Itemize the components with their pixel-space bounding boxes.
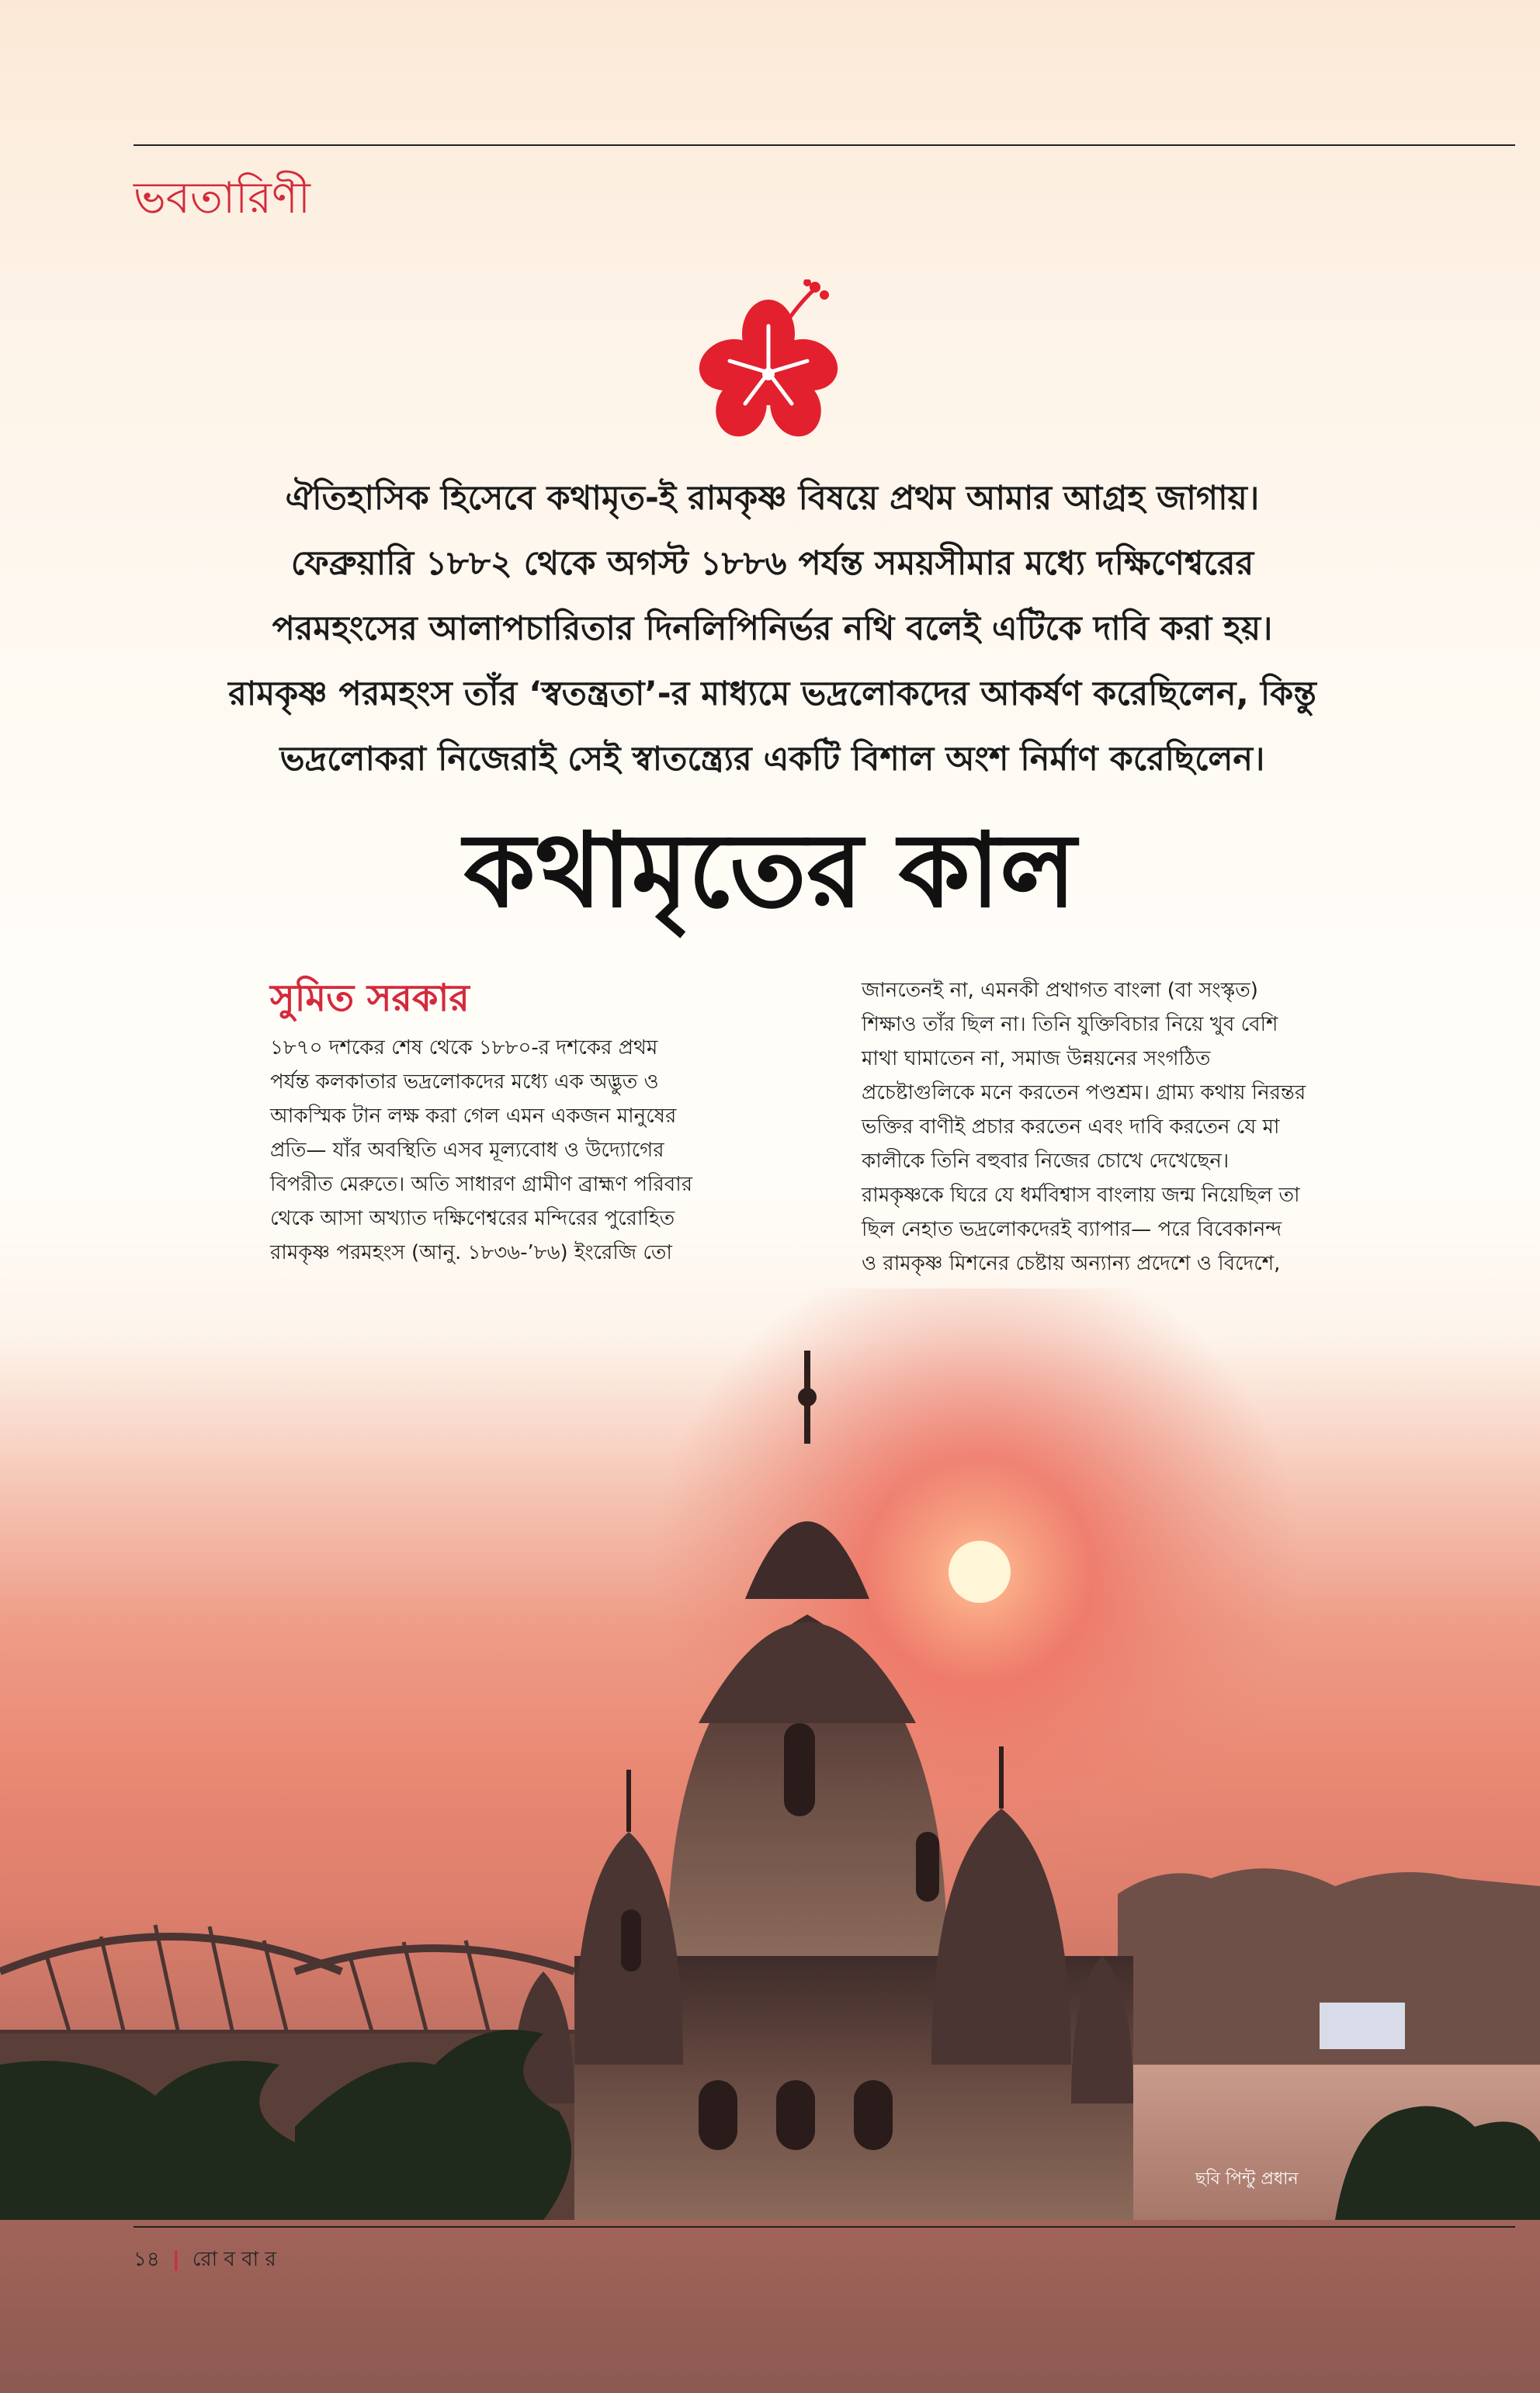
intro-line: ফেব্রুয়ারি ১৮৮২ থেকে অগস্ট ১৮৮৬ পর্যন্ত সময়সীমার মধ্যে দক্ষিণেশ্বরের: [290, 544, 1254, 583]
temple-sunset-photo: [0, 1288, 1540, 2220]
sun: [949, 1541, 1011, 1603]
headline: কথামৃতের কাল: [463, 811, 1077, 931]
body-line: রামকৃষ্ণকে ঘিরে যে ধর্মবিশ্বাস বাংলায় জন্ম নিয়েছিল তা: [862, 1184, 1300, 1207]
distant-building: [1320, 2003, 1405, 2049]
section-label: ভবতারিণী: [134, 173, 310, 224]
body-line: জানতেনই না, এমনকী প্রথাগত বাংলা (বা সংস্কৃত): [862, 979, 1258, 1002]
body-line: বিপরীত মেরুতে। অতি সাধারণ গ্রামীণ ব্রাহ্মণ পরিবার: [270, 1173, 693, 1196]
page-number: ১৪: [134, 2248, 160, 2271]
body-line: থেকে আসা অখ্যাত দক্ষিণেশ্বরের মন্দিরের পুরোহিত: [270, 1207, 675, 1230]
hibiscus-flower-icon: [699, 279, 838, 442]
bottom-rule: [134, 2226, 1515, 2228]
body-line: শিক্ষাও তাঁর ছিল না। তিনি যুক্তিবিচার নিয়ে খুব বেশি: [862, 1013, 1278, 1036]
intro-line: ভদ্রলোকরা নিজেরাই সেই স্বাতন্ত্র্যের একটি বিশাল অংশ নির্মাণ করেছিলেন।: [279, 740, 1265, 779]
body-line: রামকৃষ্ণ পরমহংস (আনু. ১৮৩৬-’৮৬) ইংরেজি তো: [270, 1241, 672, 1264]
body-line: ১৮৭০ দশকের শেষ থেকে ১৮৮০-র দশকের প্রথম: [270, 1036, 658, 1060]
photo-credit: ছবি পিন্টু প্রধান: [1195, 2169, 1299, 2189]
body-line: ছিল নেহাত ভদ্রলোকদেরই ব্যাপার— পরে বিবেকানন্দ: [862, 1218, 1282, 1241]
intro-paragraph: [140, 466, 1405, 792]
body-line: মাথা ঘামাতেন না, সমাজ উন্নয়নের সংগঠিত: [862, 1047, 1211, 1070]
body-line: ও রামকৃষ্ণ মিশনের চেষ্টায় অন্যান্য প্রদেশে ও বিদেশে,: [862, 1252, 1281, 1275]
top-rule: [134, 144, 1515, 146]
body-column-1: [270, 1031, 806, 1270]
body-line: পর্যন্ত কলকাতার ভদ্রলোকদের মধ্যে এক অদ্ভুত ও: [270, 1070, 659, 1094]
intro-line: রামকৃষ্ণ পরমহংস তাঁর ‘স্বতন্ত্রতা’-র মাধ্যমে ভদ্রলোকদের আকর্ষণ করেছিলেন, কিন্তু: [228, 675, 1316, 713]
footer-separator: |: [172, 2248, 180, 2271]
page-footer: [134, 2243, 276, 2277]
body-line: আকস্মিক টান লক্ষ করা গেল এমন একজন মানুষের: [270, 1105, 677, 1128]
magazine-name: রো ব বা র: [192, 2248, 276, 2271]
body-line: কালীকে তিনি বহুবার নিজের চোখে দেখেছেন।: [862, 1150, 1230, 1173]
intro-line: পরমহংসের আলাপচারিতার দিনলিপিনির্ভর নথি বলেই এটিকে দাবি করা হয়।: [272, 609, 1273, 648]
body-line: প্রতি— যাঁর অবস্থিতি এসব মূল্যবোধ ও উদ্যোগের: [270, 1139, 664, 1162]
body-column-2: [862, 973, 1397, 1281]
intro-line: ঐতিহাসিক হিসেবে কথামৃত-ই রামকৃষ্ণ বিষয়ে প্রথম আমার আগ্রহ জাগায়।: [285, 479, 1260, 518]
author-name: সুমিত সরকার: [270, 976, 470, 1020]
body-line: ভক্তির বাণীই প্রচার করতেন এবং দাবি করতেন যে মা: [862, 1115, 1280, 1139]
body-line: প্রচেষ্টাগুলিকে মনে করতেন পণ্ডশ্রম। গ্রাম্য কথায় নিরন্তর: [862, 1081, 1306, 1105]
